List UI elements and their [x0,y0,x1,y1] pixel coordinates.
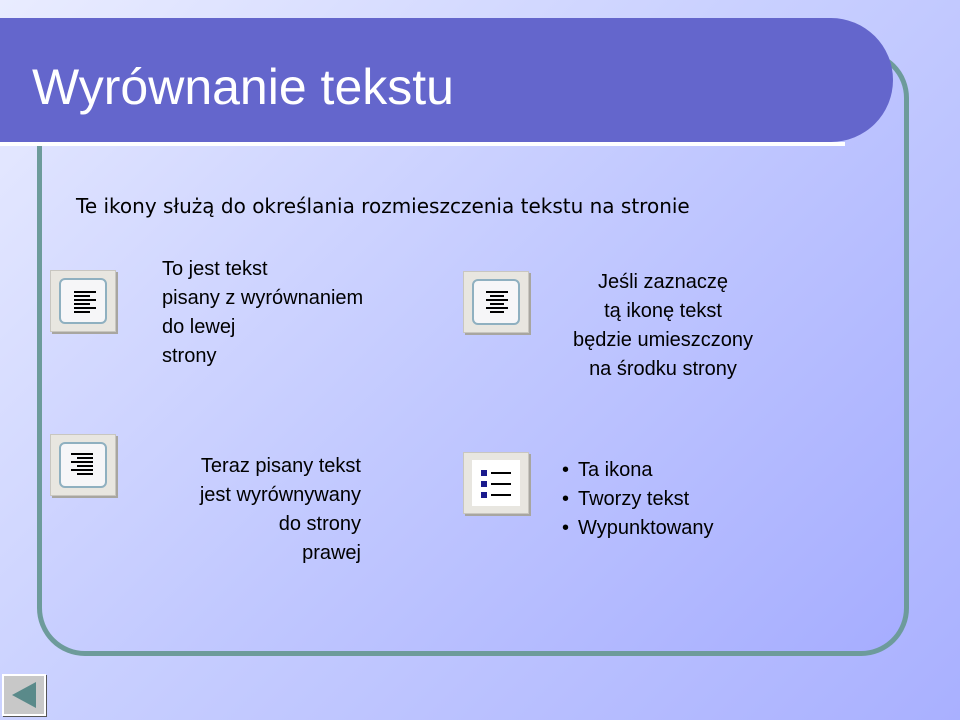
text-line: pisany z wyrównaniem [162,287,364,309]
align-center-description [548,268,778,384]
list-item: • Wypunktowany [562,514,713,543]
align-right-icon [51,435,117,497]
text-line: do strony [278,513,361,535]
align-center-button[interactable] [463,271,529,333]
align-left-button[interactable] [50,270,116,332]
text-line: tą ikonę tekst [604,300,722,322]
text-line: To jest tekst [162,258,268,280]
text-line: Jeśli zaznaczę [597,271,729,293]
text-line: jest wyrównywany [199,484,361,506]
bullet-list [562,456,713,543]
text-line: prawej [302,542,361,564]
bulleted-list-button[interactable] [463,452,529,514]
align-right-description [130,452,361,568]
text-line: Teraz pisany tekst [200,455,361,477]
list-item: • Ta ikona [562,456,713,485]
text-line: na środku strony [589,358,737,380]
list-item: • Tworzy tekst [562,485,713,514]
align-left-icon [51,271,117,333]
align-left-description [162,255,363,371]
title-underline [0,142,845,146]
slide-title: Wyrównanie tekstu [32,59,454,115]
text-line: będzie umieszczony [572,329,754,351]
previous-slide-button[interactable] [2,674,46,716]
align-right-button[interactable] [50,434,116,496]
text-line: strony [162,345,217,367]
align-center-icon [464,272,530,334]
bulleted-list-icon [464,453,530,515]
back-arrow-icon [4,676,44,714]
title-bar [0,18,893,142]
text-line: do lewej [162,316,236,338]
slide-subtitle: Te ikony służą do określania rozmieszczenia tekstu na stronie [76,194,690,218]
